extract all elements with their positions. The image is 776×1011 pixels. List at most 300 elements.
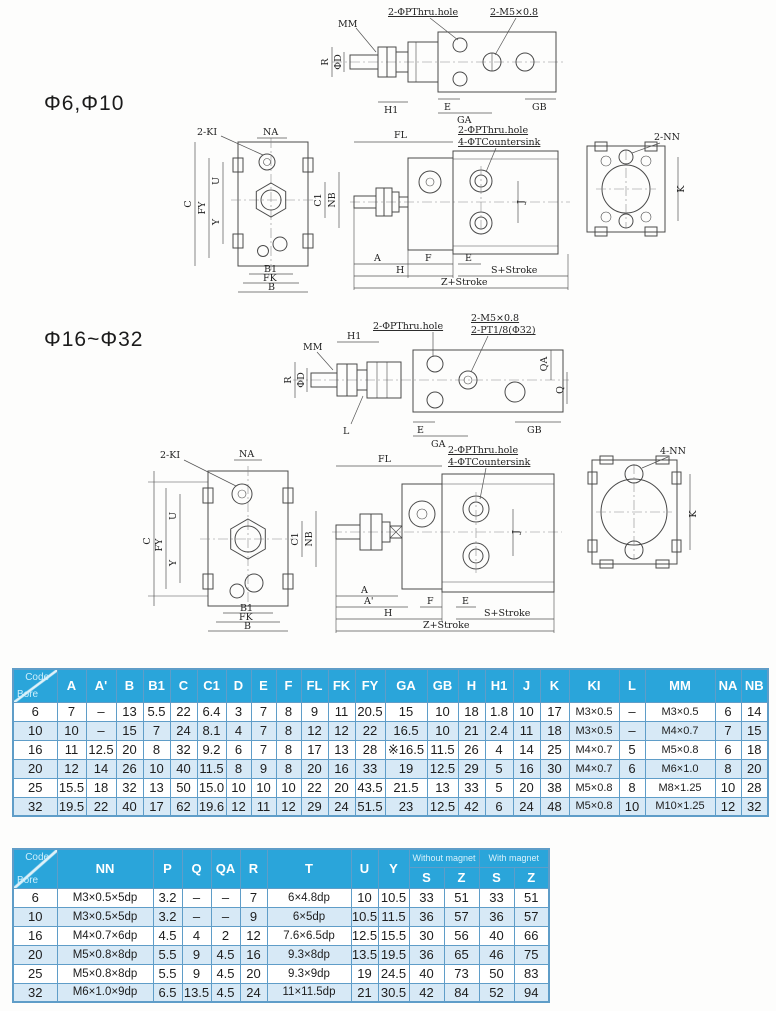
table-cell: 8 <box>226 759 251 778</box>
table-cell: M5×0.8 <box>645 740 715 759</box>
table-cell: 33 <box>355 759 385 778</box>
table-cell: 15.0 <box>198 780 225 795</box>
table-cell: 19.5 <box>378 945 409 964</box>
table-cell: 4.5 <box>153 926 182 945</box>
header-cell: NA <box>715 669 741 702</box>
drawing-end-view-large <box>572 444 710 582</box>
label-qa: QA <box>539 356 550 372</box>
table-cell: – <box>211 888 240 907</box>
table-cell: 32 <box>116 778 143 797</box>
label-e: E <box>444 102 451 113</box>
table-cell: 50 <box>479 964 514 983</box>
table-cell: 11.5 <box>427 740 458 759</box>
label-e: E <box>462 596 469 607</box>
label-u: U <box>168 511 179 521</box>
table-cell: 13 <box>427 778 458 797</box>
table-row <box>13 740 768 759</box>
table-cell: 22 <box>301 778 328 797</box>
label-thru-hole: 2-ΦPThru.hole <box>373 321 444 332</box>
label-d: ΦD <box>296 372 307 388</box>
table-cell: 30.5 <box>378 983 409 1002</box>
table-cell: 12 <box>328 721 355 740</box>
drawing-top-view-large <box>283 312 575 454</box>
table-cell: 12 <box>276 797 301 816</box>
subheader-cell: S <box>479 867 514 888</box>
table-cell: M3×0.5 <box>645 702 715 721</box>
table-cell: ※16.5 <box>385 740 427 759</box>
table-cell: 22 <box>355 721 385 740</box>
table-cell: 3 <box>226 702 251 721</box>
label-fk: FK <box>239 612 253 623</box>
label-fk: FK <box>263 273 277 284</box>
table-cell: M6×1.0×9dp <box>57 983 153 1002</box>
code-bore-corner <box>13 669 57 702</box>
table-cell: 24 <box>170 721 197 740</box>
table-cell: 48 <box>540 797 569 816</box>
label-c: C <box>142 537 153 545</box>
table-cell: 42 <box>409 983 444 1002</box>
drawing-front-view-large <box>138 446 345 633</box>
label-fl: FL <box>394 130 407 141</box>
label-b: B <box>268 282 275 293</box>
header-cell: K <box>540 669 569 702</box>
label-h1: H1 <box>384 105 399 116</box>
table-cell: 8 <box>143 740 170 759</box>
header-cell: U <box>351 849 378 888</box>
table-cell: 50 <box>170 778 197 797</box>
table-cell: M3×0.5 <box>569 702 619 721</box>
table-cell: M5×0.8×8dp <box>57 964 153 983</box>
table-cell: 15.5 <box>58 780 85 795</box>
table-cell: 19.5 <box>57 797 86 816</box>
table-cell: 20.5 <box>355 702 385 721</box>
table-cell: 22 <box>170 702 197 721</box>
table-cell: 28 <box>741 778 768 797</box>
table-cell: 15 <box>741 721 768 740</box>
table-cell: 8 <box>276 759 301 778</box>
table-cell: 65 <box>444 945 479 964</box>
table-cell: M5×0.8 <box>569 797 619 816</box>
label-nb: NB <box>304 531 315 547</box>
table-cell: 6 <box>619 759 645 778</box>
label-nn: 2-NN <box>654 132 680 143</box>
table-cell: – <box>182 907 211 926</box>
header-cell: B1 <box>143 669 170 702</box>
bore-cell: 32 <box>13 983 57 1002</box>
table-cell: M5×0.8 <box>569 778 619 797</box>
table-cell: 13 <box>116 702 143 721</box>
table-cell: 6 <box>226 740 251 759</box>
label-pt: 2-PT1/8(Φ32) <box>471 325 536 336</box>
header-cell: KI <box>569 669 619 702</box>
table-cell: 14 <box>741 702 768 721</box>
table-cell: 24 <box>513 797 540 816</box>
table-cell: 10 <box>427 721 458 740</box>
table-cell: – <box>182 888 211 907</box>
table-cell: – <box>86 702 116 721</box>
table-cell: 7 <box>251 702 276 721</box>
group-without-magnet: Without magnet <box>409 849 479 867</box>
table-cell: M10×1.25 <box>645 797 715 816</box>
header-cell: NN <box>57 849 153 888</box>
table-cell: – <box>619 702 645 721</box>
table-cell: 20 <box>301 759 328 778</box>
label-q: Q <box>555 386 566 394</box>
table1-body <box>13 702 768 816</box>
table-row <box>13 797 768 816</box>
bore-cell: 10 <box>13 721 57 740</box>
code-bore-corner <box>13 849 57 888</box>
label-na: NA <box>239 449 255 460</box>
table2-body <box>13 888 549 1002</box>
label-y: Y <box>168 559 179 567</box>
label-r: R <box>283 376 294 384</box>
table-cell: 11 <box>57 740 86 759</box>
table-cell: 38 <box>540 778 569 797</box>
table-cell: 13.5 <box>351 947 378 962</box>
table-cell: – <box>211 907 240 926</box>
table-cell: 7 <box>251 740 276 759</box>
table-cell: 56 <box>444 926 479 945</box>
header-row <box>13 849 549 867</box>
table-cell: 28 <box>355 740 385 759</box>
label-b1: B1 <box>240 603 254 614</box>
label-e: E <box>465 253 472 264</box>
dimension-table-1 <box>12 668 769 817</box>
table-cell: 12.5 <box>351 928 378 943</box>
table-cell: 9.3×9dp <box>267 964 351 983</box>
table-cell: 8 <box>276 721 301 740</box>
subheader-cell: S <box>409 867 444 888</box>
table-cell: 8 <box>715 759 741 778</box>
table-cell: 10 <box>351 888 378 907</box>
label-h: H <box>384 608 393 619</box>
label-c1: C1 <box>313 193 324 207</box>
drawing-front-view-small <box>183 124 353 296</box>
table-cell: 5 <box>485 778 513 797</box>
label-countersink: 4-ΦTCountersink <box>448 457 531 468</box>
label-a-prime: A' <box>364 596 374 607</box>
table-cell: 9 <box>240 907 267 926</box>
table-cell: 17 <box>540 702 569 721</box>
table-cell: 30 <box>409 926 444 945</box>
table-cell: 13 <box>328 740 355 759</box>
table-cell: 43.5 <box>355 778 385 797</box>
table-cell: 40 <box>409 964 444 983</box>
table-cell: 16 <box>240 945 267 964</box>
table-cell: 29 <box>458 759 485 778</box>
table-cell: 7 <box>251 721 276 740</box>
header-cell: L <box>619 669 645 702</box>
drawing-side-view-small <box>346 124 574 299</box>
table-cell: 24 <box>240 983 267 1002</box>
label-s-stroke: S+Stroke <box>491 265 538 276</box>
table2-header <box>13 849 549 888</box>
table-cell: 36 <box>479 907 514 926</box>
table-cell: M4×0.7 <box>645 721 715 740</box>
table-cell: 20 <box>741 759 768 778</box>
header-cell: Q <box>182 849 211 888</box>
table-cell: 6×4.8dp <box>267 888 351 907</box>
table-cell: 19 <box>351 964 378 983</box>
bore-cell: 20 <box>13 945 57 964</box>
group-with-magnet: With magnet <box>479 849 549 867</box>
table-cell: 26 <box>458 740 485 759</box>
table-cell: 7.6×6.5dp <box>267 926 351 945</box>
label-k: K <box>676 185 687 193</box>
table-cell: 12 <box>301 721 328 740</box>
table-cell: 10 <box>619 797 645 816</box>
table-row <box>13 702 768 721</box>
table-cell: 32 <box>170 740 197 759</box>
table-cell: 11 <box>513 721 540 740</box>
table-cell: 3.2 <box>153 907 182 926</box>
table-cell: 6 <box>715 702 741 721</box>
table-cell: 21 <box>458 721 485 740</box>
table-cell: 12 <box>240 926 267 945</box>
label-f: F <box>425 253 432 264</box>
table-row <box>13 945 549 964</box>
table-cell: 10.5 <box>378 888 409 907</box>
table-cell: 4.5 <box>211 983 240 1002</box>
table-cell: 66 <box>514 926 549 945</box>
header-cell: FL <box>301 669 328 702</box>
table-cell: 11.5 <box>378 907 409 926</box>
label-ki: 2-KI <box>197 127 218 138</box>
table-cell: 18 <box>458 702 485 721</box>
label-m5: 2-M5×0.8 <box>471 313 520 324</box>
table-cell: 75 <box>514 945 549 964</box>
label-thru-hole: 2-ΦPThru.hole <box>448 445 519 456</box>
label-l: L <box>343 426 350 437</box>
label-a: A <box>361 585 368 596</box>
table-cell: 33 <box>479 888 514 907</box>
corner-code-label: Code <box>25 672 50 683</box>
table-cell: 5.5 <box>143 702 170 721</box>
label-gb: GB <box>532 102 547 113</box>
table-cell: M4×0.7 <box>569 740 619 759</box>
table-cell: 8.1 <box>197 721 226 740</box>
table-cell: 20 <box>240 964 267 983</box>
table-cell: 2 <box>211 926 240 945</box>
table-cell: 18 <box>86 778 116 797</box>
label-countersink: 4-ΦTCountersink <box>458 137 541 148</box>
table-cell: 17 <box>143 797 170 816</box>
table-cell: 21 <box>351 983 378 1002</box>
table-cell: 16.5 <box>385 721 427 740</box>
table-row <box>13 778 768 797</box>
table-cell: 12.5 <box>427 759 458 778</box>
label-u: U <box>211 176 222 186</box>
table-cell: 7 <box>715 721 741 740</box>
table-cell: 83 <box>514 964 549 983</box>
table-cell: 16 <box>513 759 540 778</box>
table-cell: 10 <box>513 702 540 721</box>
table-cell: 40 <box>479 926 514 945</box>
table-cell: 11 <box>251 797 276 816</box>
table-cell: 7 <box>143 721 170 740</box>
subheader-cell: Z <box>514 867 549 888</box>
label-ki: 2-KI <box>160 450 181 461</box>
table-cell: 11.5 <box>197 759 226 778</box>
drawing-side-view-large <box>328 444 566 636</box>
label-b: B <box>244 621 251 632</box>
bore-cell: 25 <box>13 778 57 797</box>
label-s-stroke: S+Stroke <box>484 608 531 619</box>
corner-code-label: Code <box>25 852 50 863</box>
table-cell: 12.5 <box>86 740 116 759</box>
table-cell: 29 <box>301 797 328 816</box>
label-b1: B1 <box>264 264 278 275</box>
header-cell: E <box>251 669 276 702</box>
header-cell: GB <box>427 669 458 702</box>
header-cell: QA <box>211 849 240 888</box>
header-cell: D <box>226 669 251 702</box>
table-row <box>13 926 549 945</box>
label-j: J <box>516 200 527 204</box>
table-cell: 17 <box>301 740 328 759</box>
table-cell: 36 <box>409 945 444 964</box>
table-cell: 4.5 <box>211 945 240 964</box>
table-cell: 5 <box>485 759 513 778</box>
table-cell: 5.5 <box>153 945 182 964</box>
table-cell: 8 <box>276 740 301 759</box>
bore-cell: 6 <box>13 702 57 721</box>
table-cell: 10 <box>57 721 86 740</box>
label-m5: 2-M5×0.8 <box>490 7 539 18</box>
table-cell: 26 <box>116 759 143 778</box>
table-cell: M4×0.7 <box>569 759 619 778</box>
label-thru-hole: 2-ΦPThru.hole <box>458 125 529 136</box>
table-cell: 22 <box>86 797 116 816</box>
label-mm: MM <box>303 342 323 353</box>
table-cell: 15.5 <box>378 926 409 945</box>
label-nn: 4-NN <box>660 446 686 457</box>
table-cell: 20 <box>116 740 143 759</box>
table-cell: 7 <box>57 702 86 721</box>
table-cell: 57 <box>514 907 549 926</box>
table-cell: M8×1.25 <box>645 778 715 797</box>
header-cell: T <box>267 849 351 888</box>
label-f: F <box>427 596 434 607</box>
label-k: K <box>688 510 699 518</box>
table-cell: 7 <box>240 888 267 907</box>
drawing-end-view-small <box>562 130 702 248</box>
header-cell: F <box>276 669 301 702</box>
subheader-cell: Z <box>444 867 479 888</box>
table-row <box>13 983 549 1002</box>
header-cell: C <box>170 669 197 702</box>
header-cell: NB <box>741 669 768 702</box>
table-cell: 6.5 <box>153 983 182 1002</box>
table-cell: 12 <box>57 759 86 778</box>
label-z-stroke: Z+Stroke <box>423 620 470 631</box>
header-cell: B <box>116 669 143 702</box>
table-cell: 3.2 <box>153 888 182 907</box>
table-cell: 73 <box>444 964 479 983</box>
table-cell: 11×11.5dp <box>267 983 351 1002</box>
table-cell: 33 <box>458 778 485 797</box>
label-e: E <box>417 425 424 436</box>
label-c1: C1 <box>290 532 301 546</box>
table-row <box>13 759 768 778</box>
table-cell: 9.2 <box>197 740 226 759</box>
table-row <box>13 964 549 983</box>
table-row <box>13 907 549 926</box>
header-cell: FY <box>355 669 385 702</box>
table-cell: 23 <box>385 797 427 816</box>
table-cell: 94 <box>514 983 549 1002</box>
table-cell: 25 <box>540 740 569 759</box>
label-mm: MM <box>338 19 358 30</box>
table-cell: 12 <box>226 797 251 816</box>
table-cell: 33 <box>409 888 444 907</box>
table-cell: 20 <box>513 778 540 797</box>
table-cell: 1.8 <box>485 702 513 721</box>
table-cell: 19 <box>385 759 427 778</box>
table-cell: 6 <box>485 797 513 816</box>
table-cell: 6×5dp <box>267 907 351 926</box>
table-cell: 9 <box>301 702 328 721</box>
table-cell: 24.5 <box>378 964 409 983</box>
table-cell: 10.5 <box>351 909 378 924</box>
bore-cell: 6 <box>13 888 57 907</box>
table-cell: – <box>86 721 116 740</box>
label-a: A <box>374 253 381 264</box>
table-cell: 16 <box>328 759 355 778</box>
table-cell: 21.5 <box>385 778 427 797</box>
table-cell: 42 <box>458 797 485 816</box>
table-cell: 10 <box>276 778 301 797</box>
label-ga: GA <box>457 115 472 126</box>
table-cell: 13.5 <box>182 983 211 1002</box>
table-cell: 36 <box>409 907 444 926</box>
table-cell: 19.6 <box>197 797 226 816</box>
table-cell: M3×0.5×5dp <box>57 888 153 907</box>
label-fl: FL <box>378 454 391 465</box>
table-cell: – <box>619 721 645 740</box>
label-h1: H1 <box>347 331 362 342</box>
table-cell: 18 <box>540 721 569 740</box>
bore-cell: 32 <box>13 797 57 816</box>
table-cell: 40 <box>170 759 197 778</box>
bore-cell: 16 <box>13 740 57 759</box>
label-na: NA <box>263 127 279 138</box>
table-cell: 40 <box>116 797 143 816</box>
table-cell: 2.4 <box>485 721 513 740</box>
table-cell: 51.5 <box>355 797 385 816</box>
header-cell: A <box>57 669 86 702</box>
table-cell: 32 <box>741 797 768 816</box>
label-ga: GA <box>431 439 446 450</box>
table1-header <box>13 669 768 702</box>
bore-cell: 16 <box>13 926 57 945</box>
table-cell: 12.5 <box>427 797 458 816</box>
table-cell: 30 <box>540 759 569 778</box>
table-cell: 8 <box>619 778 645 797</box>
label-r: R <box>320 58 331 66</box>
table-cell: 51 <box>514 888 549 907</box>
table-cell: 9 <box>182 964 211 983</box>
bore-cell: 25 <box>13 964 57 983</box>
table-cell: 11 <box>328 702 355 721</box>
table-cell: M3×0.5×5dp <box>57 907 153 926</box>
table-cell: 5.5 <box>153 964 182 983</box>
table-cell: 9 <box>251 759 276 778</box>
table-cell: 51 <box>444 888 479 907</box>
table-cell: 10 <box>226 778 251 797</box>
header-cell: Y <box>378 849 409 888</box>
